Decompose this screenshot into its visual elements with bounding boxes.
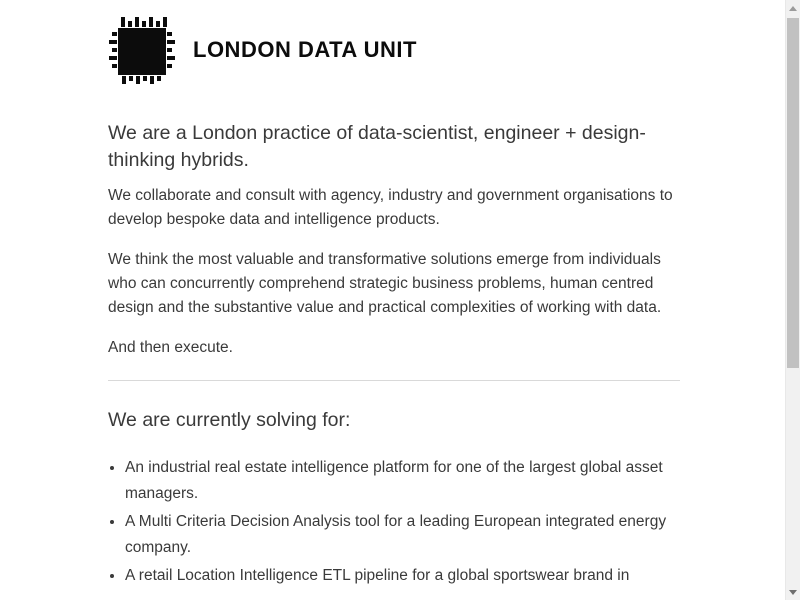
solving-list	[108, 455, 680, 589]
chip-icon	[108, 15, 176, 84]
scroll-down-button[interactable]	[786, 584, 800, 600]
arrow-down-icon	[789, 590, 797, 595]
intro-paragraph-3: And then execute.	[108, 339, 233, 356]
brand-name: LONDON DATA UNIT	[193, 36, 417, 62]
main-content	[108, 15, 680, 591]
solving-heading: We are currently solving for:	[108, 409, 351, 431]
section-divider	[108, 380, 680, 381]
logo-link[interactable]	[108, 15, 680, 84]
scroll-up-button[interactable]	[786, 0, 800, 16]
scrollbar-thumb[interactable]	[787, 18, 799, 368]
list-item: • A retail Location Intelligence ETL pipeline for a global sportswear brand in	[125, 563, 680, 589]
intro-paragraph-1: We collaborate and consult with agency, industry and government organisations to develop bespoke data and intelligence products.	[108, 187, 673, 228]
list-item: • A Multi Criteria Decision Analysis tool for a leading European integrated energy company.	[125, 509, 680, 561]
intro-paragraph-2: We think the most valuable and transformative solutions emerge from individuals who can concurrently comprehend strategic business problems, human centred design and the substantive value and practical complexities of working with data.	[108, 251, 662, 316]
arrow-up-icon	[789, 6, 797, 11]
list-item: • An industrial real estate intelligence platform for one of the largest global asset managers.	[125, 455, 680, 507]
intro-heading: We are a London practice of data-scientist, engineer + design-thinking hybrids.	[108, 122, 646, 171]
scrollbar[interactable]	[785, 0, 800, 600]
